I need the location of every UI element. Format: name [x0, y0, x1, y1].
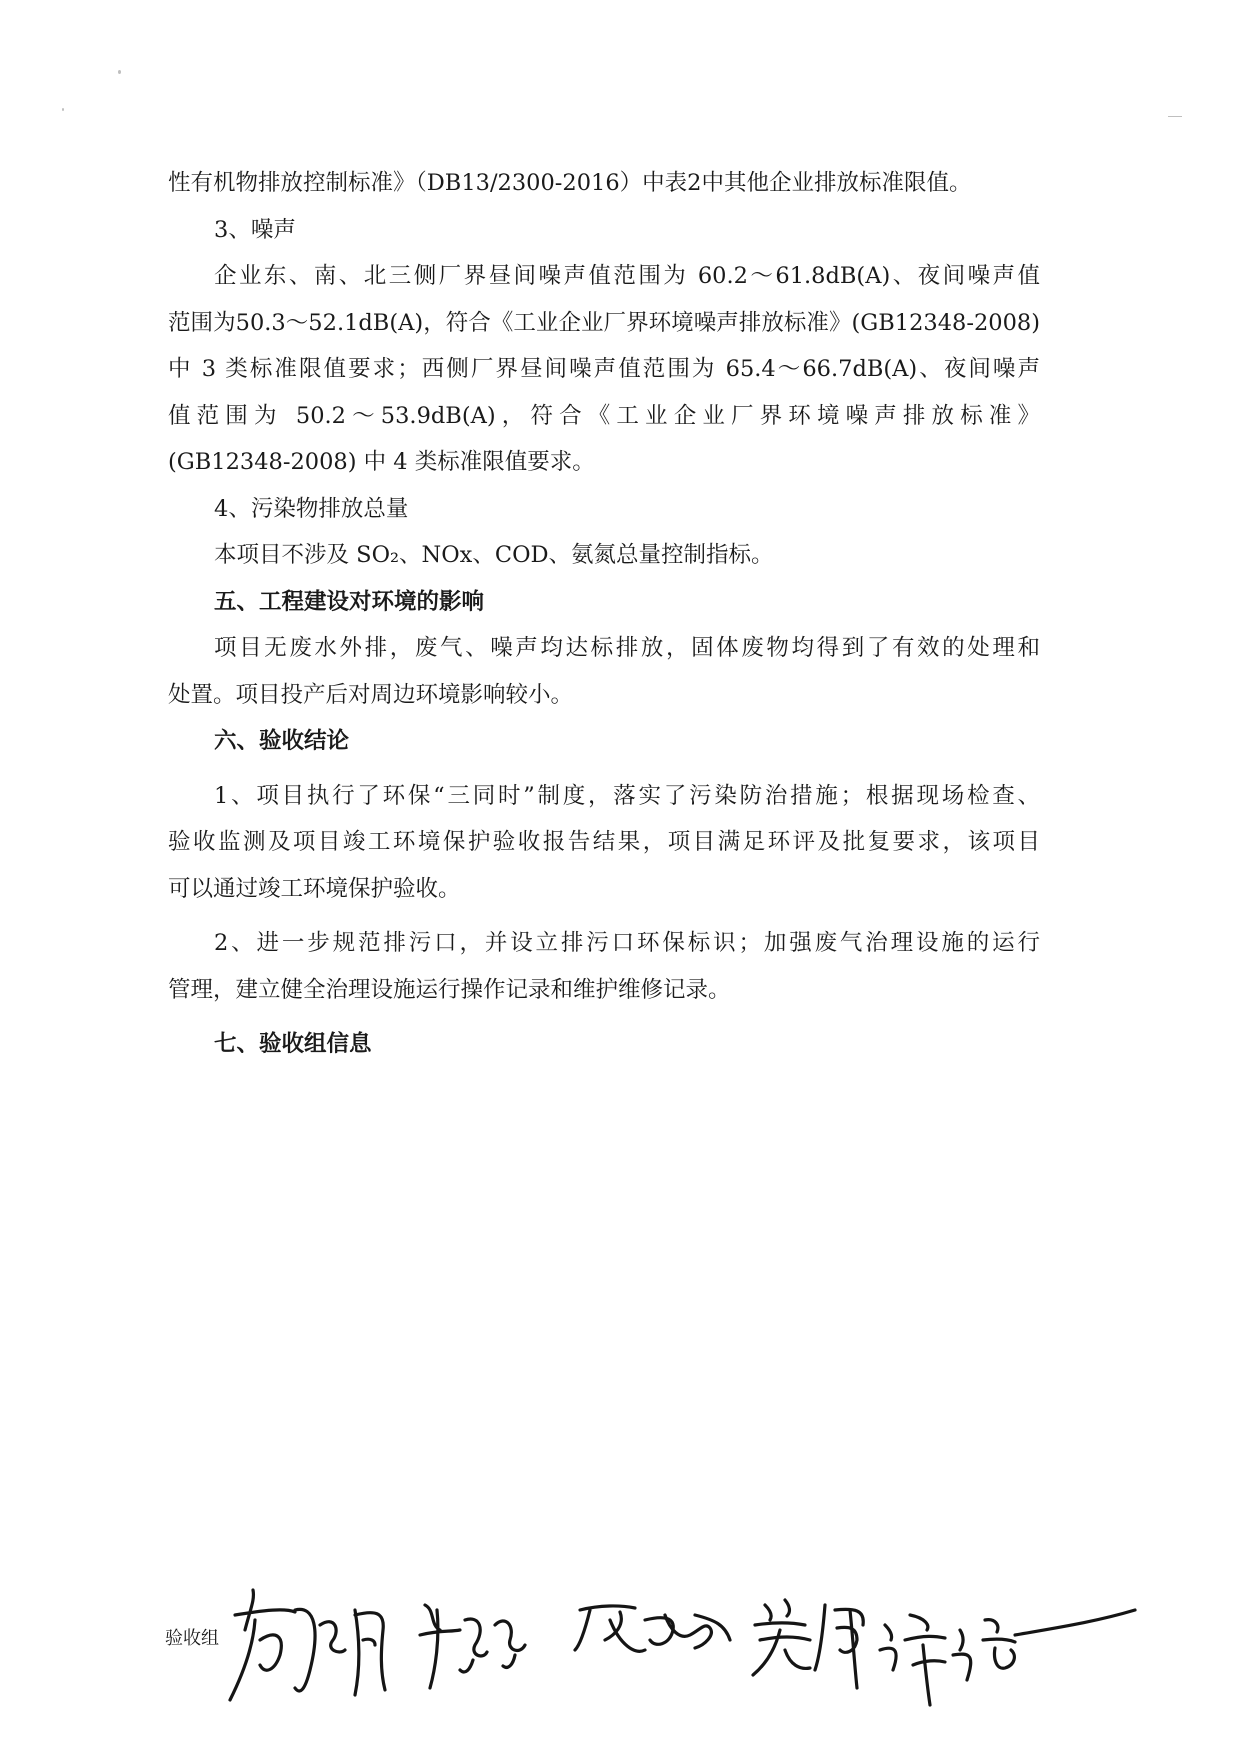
section-heading-noise: 3、噪声: [214, 216, 296, 243]
signature-2: [420, 1605, 525, 1688]
section-heading-total-emissions: 4、污染物排放总量: [214, 495, 409, 522]
section-heading-environmental-impact: 五、工程建设对环境的影响: [214, 588, 485, 615]
handwritten-signatures: [225, 1570, 1145, 1710]
section-heading-team-info: 七、验收组信息: [214, 1031, 372, 1057]
text-line: 1、项目执行了环保“三同时”制度，落实了污染防治措施；根据现场检查、: [214, 782, 1040, 809]
signature-label: 验收组: [165, 1628, 219, 1649]
body-text: [168, 160, 1040, 1068]
text-line: 项目无废水外排，废气、噪声均达标排放，固体废物均得到了有效的处理和: [214, 635, 1040, 661]
text-line: 值范围为 50.2～53.9dB(A)，符合《工业企业厂界环境噪声排放标准》: [168, 402, 1040, 429]
signature-1: [230, 1590, 385, 1700]
signature-4: [753, 1600, 863, 1688]
scan-speck: [1168, 116, 1182, 117]
signature-5: [880, 1610, 1135, 1705]
text-line: 范围为50.3～52.1dB(A)，符合《工业企业厂界环境噪声排放标准》(GB12348-2008): [168, 309, 1040, 336]
scan-speck: [62, 108, 64, 111]
section-heading-conclusion: 六、验收结论: [214, 728, 350, 754]
text-line: (GB12348-2008) 中 4 类标准限值要求。: [168, 449, 595, 475]
text-line: 企业东、南、北三侧厂界昼间噪声值范围为 60.2～61.8dB(A)、夜间噪声值: [214, 263, 1040, 289]
text-line: 2、进一步规范排污口，并设立排污口环保标识；加强废气治理设施的运行: [214, 930, 1040, 956]
text-line: 可以通过竣工环境保护验收。: [168, 875, 461, 902]
text-line: 性有机物排放控制标准》（DB13/2300-2016）中表2中其他企业排放标准限值。: [168, 170, 972, 196]
text-line: 中 3 类标准限值要求；西侧厂界昼间噪声值范围为 65.4～66.7dB(A)、夜间噪声: [168, 356, 1040, 382]
scan-speck: [118, 70, 121, 74]
text-line: 本项目不涉及 SO₂、NOx、COD、氨氮总量控制指标。: [214, 542, 774, 568]
text-line: 处置。项目投产后对周边环境影响较小。: [168, 681, 574, 708]
text-line: 管理，建立健全治理设施运行操作记录和维护维修记录。: [168, 976, 731, 1003]
text-line: 验收监测及项目竣工环境保护验收报告结果，项目满足环评及批复要求，该项目: [168, 829, 1040, 855]
signature-3: [575, 1606, 730, 1651]
